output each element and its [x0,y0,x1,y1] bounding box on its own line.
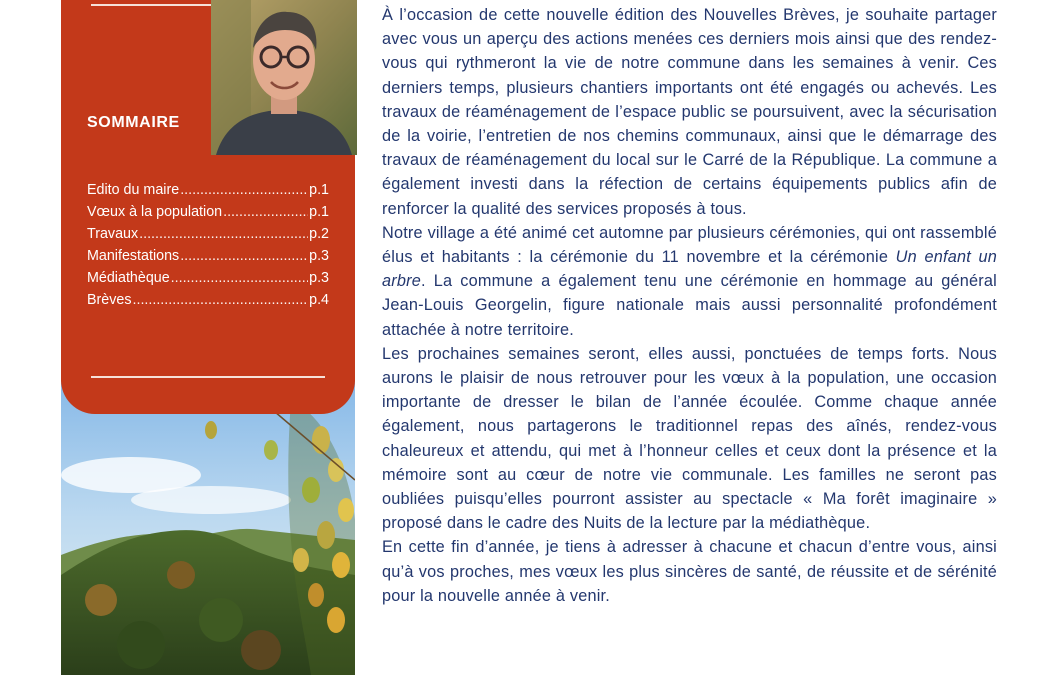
toc-entry-page: p.2 [309,226,329,242]
toc-entry[interactable] [87,289,329,311]
toc-leader-dots [180,245,308,267]
toc-entry[interactable] [87,267,329,289]
divider [91,376,325,378]
mayor-portrait-photo [211,0,357,155]
toc-entry[interactable] [87,201,329,223]
toc-entry-page: p.1 [309,182,329,198]
paragraph-text: . La commune a également tenu une cérémonie en hommage au général Jean-Louis Georgelin, figure nationale mais aussi personnalité profondément attachée à notre territoire. [382,272,997,339]
toc-leader-dots [139,223,308,245]
toc-entry-label: Vœux à la population [87,204,223,220]
toc-entry[interactable] [87,245,329,267]
editorial-paragraph: Les prochaines semaines seront, elles aussi, ponctuées de temps forts. Nous aurons le plaisir de nous retrouver pour les vœux à la population, une occasion importante de dresser le bilan de l’année écoulée. Comme chaque année également, nous partagerons le traditionnel repas des aînés, rendez-vous chaleureux et attendu, qui met à l’honneur celles et ceux dont la présence et la mémoire sont au cœur de notre vie communale. Les familles ne seront pas oubliées puisqu’elles pourront assister au spectacle « Ma forêt imaginaire » proposé dans le cadre des Nuits de la lecture par la médiathèque. [382,344,997,533]
toc-entry[interactable] [87,179,329,201]
toc-entry[interactable] [87,223,329,245]
toc-entry-label: Manifestations [87,248,180,264]
toc-leader-dots [223,201,308,223]
toc-entry-page: p.4 [309,292,329,308]
toc-entry-label: Brèves [87,292,132,308]
table-of-contents [87,179,329,311]
editorial-paragraph: À l’occasion de cette nouvelle édition des Nouvelles Brèves, je souhaite partager avec vous un aperçu des actions menées ces derniers mois ainsi que des rendez-vous qui rythmeront la vie de notre commune dans les semaines à venir. Ces derniers temps, plusieurs chantiers importants ont été engagés ou achevés. Les travaux de réaménagement de l’espace public se poursuivent, avec la sécurisation de la voirie, l’entretien de nos chemins communaux, ainsi que le démarrage des travaux de réaménagement du local sur le Carré de la République. La commune a également investi dans la réfection de certains équipements publics afin de renforcer la qualité des services proposés à tous. [382,6,997,218]
toc-entry-label: Travaux [87,226,139,242]
paragraph-text: Notre village a été animé cet automne par plusieurs cérémonies, qui ont rassemblé élus et habitants : la cérémonie du 11 novembre et la cérémonie [382,223,997,267]
toc-leader-dots [171,267,308,289]
toc-leader-dots [180,179,308,201]
sidebar-column [61,0,355,675]
divider [91,4,211,6]
toc-entry-label: Médiathèque [87,270,170,286]
toc-entry-label: Edito du maire [87,182,180,198]
toc-entry-page: p.3 [309,270,329,286]
event-title: Un enfant un arbre [382,248,998,291]
toc-leader-dots [133,289,309,311]
editorial-paragraph [382,221,997,342]
sommaire-panel [61,0,355,414]
editorial-text [382,3,997,608]
editorial-paragraph: En cette fin d’année, je tiens à adresser à chacune et chacun d’entre vous, ainsi qu’à vos proches, mes vœux les plus sincères de santé, de réussite et de sérénité pour la nouvelle année à venir. [382,538,997,605]
sommaire-title: SOMMAIRE [87,114,180,131]
toc-entry-page: p.1 [309,204,329,220]
toc-entry-page: p.3 [309,248,329,264]
